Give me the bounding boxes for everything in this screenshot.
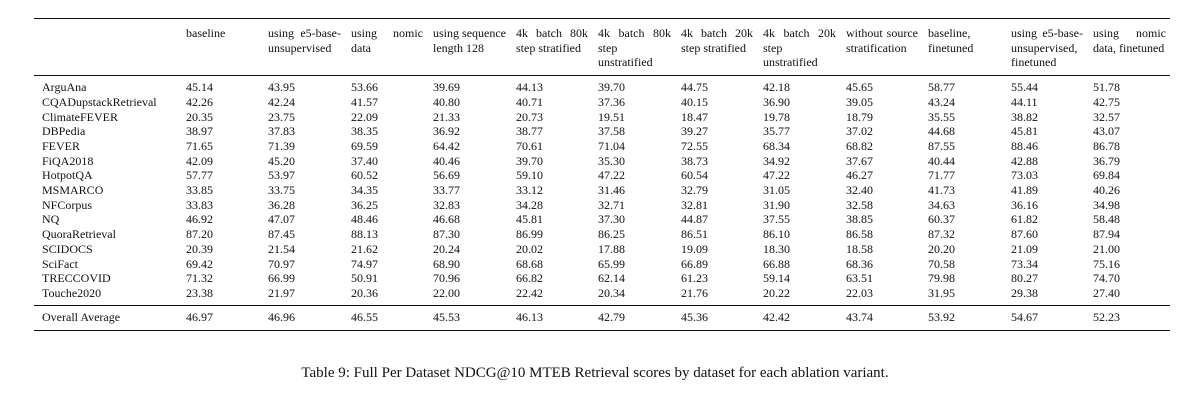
table-row (34, 198, 1170, 213)
table-cell: 34.35 (351, 183, 378, 198)
row-label: SCIDOCS (42, 241, 93, 256)
table-cell: 87.32 (928, 227, 955, 242)
table-cell: 36.92 (433, 124, 460, 139)
table-cell: 33.85 (186, 183, 213, 198)
table-cell: 74.70 (1093, 271, 1120, 286)
table-cell: 69.84 (1093, 168, 1120, 183)
row-label: MSMARCO (42, 183, 104, 198)
table-cell: 37.30 (598, 212, 625, 227)
results-table (34, 18, 1170, 331)
table-cell: 86.25 (598, 227, 625, 242)
row-label: FiQA2018 (42, 153, 94, 168)
column-header: 4k batch 80k step unstratified (592, 19, 675, 76)
table-cell: 46.96 (262, 305, 345, 331)
row-label: QuoraRetrieval (42, 227, 116, 242)
table-cell: 19.51 (598, 109, 625, 124)
table-cell: 22.00 (433, 285, 460, 300)
table-cell: 71.04 (598, 138, 625, 153)
table-cell: 60.52 (351, 168, 378, 183)
table-row (34, 257, 1170, 272)
table-cell: 88.46 (1011, 138, 1038, 153)
table-cell: 17.88 (598, 241, 625, 256)
table-cell: 68.68 (516, 256, 543, 271)
table-cell: 21.33 (433, 109, 460, 124)
table-cell: 70.58 (928, 256, 955, 271)
table-cell: 58.77 (928, 80, 955, 95)
table-cell: 21.00 (1093, 241, 1120, 256)
table-cell: 52.23 (1087, 305, 1170, 331)
table-cell: 61.23 (681, 271, 708, 286)
row-label: CQADupstackRetrieval (42, 94, 157, 109)
table-cell: 20.35 (186, 109, 213, 124)
table-cell: 71.77 (928, 168, 955, 183)
table-cell: 46.97 (180, 305, 262, 331)
table-cell: 32.83 (433, 197, 460, 212)
row-label: FEVER (42, 138, 81, 153)
table-cell: 63.51 (846, 271, 873, 286)
table-cell: 43.95 (268, 80, 295, 95)
table-cell: 40.46 (433, 153, 460, 168)
table-cell: 42.42 (757, 305, 840, 331)
table-cell: 75.16 (1093, 256, 1120, 271)
table-cell: 42.79 (592, 305, 675, 331)
table-cell: 60.37 (928, 212, 955, 227)
table-cell: 37.55 (763, 212, 790, 227)
table-cell: 20.22 (763, 285, 790, 300)
table-cell: 70.96 (433, 271, 460, 286)
table-cell: 34.98 (1093, 197, 1120, 212)
table-caption: Table 9: Full Per Dataset NDCG@10 MTEB Retrieval scores by dataset for each ablation variant. (301, 365, 889, 381)
table-cell: 32.57 (1093, 109, 1120, 124)
table-cell: 21.62 (351, 241, 378, 256)
table-cell: 86.58 (846, 227, 873, 242)
table-cell: 61.82 (1011, 212, 1038, 227)
table-cell: 68.90 (433, 256, 460, 271)
table-cell: 29.38 (1011, 285, 1038, 300)
table-row (34, 95, 1170, 110)
table-cell: 86.51 (681, 227, 708, 242)
table-cell: 43.07 (1093, 124, 1120, 139)
table-cell: 41.89 (1011, 183, 1038, 198)
table-cell: 20.02 (516, 241, 543, 256)
table-cell: 35.30 (598, 153, 625, 168)
table-row (34, 227, 1170, 242)
column-header: 4k batch 80k step stratified (510, 19, 592, 76)
table-cell: 31.90 (763, 197, 790, 212)
table-cell: 41.73 (928, 183, 955, 198)
row-label: HotpotQA (42, 168, 93, 183)
table-cell: 38.85 (846, 212, 873, 227)
table-cell: 20.20 (928, 241, 955, 256)
row-label: Overall Average (34, 305, 180, 331)
table-row (34, 154, 1170, 169)
table-cell: 59.10 (516, 168, 543, 183)
column-header: baseline, finetuned (922, 19, 1005, 76)
table-cell: 34.28 (516, 197, 543, 212)
table-cell: 45.20 (268, 153, 295, 168)
table-cell: 43.74 (840, 305, 922, 331)
table-cell: 39.70 (516, 153, 543, 168)
table-cell: 44.13 (516, 80, 543, 95)
table-cell: 51.78 (1093, 80, 1120, 95)
table-cell: 87.60 (1011, 227, 1038, 242)
column-header: using nomic data, finetuned (1087, 19, 1170, 76)
table-cell: 40.26 (1093, 183, 1120, 198)
table-cell: 40.15 (681, 94, 708, 109)
table-cell: 18.58 (846, 241, 873, 256)
table-row (34, 242, 1170, 257)
table-row (34, 212, 1170, 227)
table-cell: 80.27 (1011, 271, 1038, 286)
table-cell: 22.42 (516, 285, 543, 300)
table-cell: 87.94 (1093, 227, 1120, 242)
table-cell: 18.47 (681, 109, 708, 124)
row-label: Touche2020 (42, 285, 102, 300)
table-cell: 35.77 (763, 124, 790, 139)
table-cell: 54.67 (1005, 305, 1087, 331)
table-cell: 66.82 (516, 271, 543, 286)
table-cell: 69.59 (351, 138, 378, 153)
table-cell: 62.14 (598, 271, 625, 286)
table-cell: 34.63 (928, 197, 955, 212)
table-cell: 70.61 (516, 138, 543, 153)
table-cell: 73.03 (1011, 168, 1038, 183)
row-label: ClimateFEVER (42, 109, 118, 124)
table-cell: 50.91 (351, 271, 378, 286)
table-cell: 87.30 (433, 227, 460, 242)
table-cell: 42.26 (186, 94, 213, 109)
header-row (34, 19, 1170, 76)
table-cell: 35.55 (928, 109, 955, 124)
table-cell: 39.69 (433, 80, 460, 95)
table-cell: 86.99 (516, 227, 543, 242)
table-row (34, 168, 1170, 183)
table-cell: 36.16 (1011, 197, 1038, 212)
table-cell: 44.87 (681, 212, 708, 227)
table-cell: 32.58 (846, 197, 873, 212)
table-cell: 40.44 (928, 153, 955, 168)
row-label: NQ (42, 212, 60, 227)
table-cell: 71.65 (186, 138, 213, 153)
table-cell: 37.67 (846, 153, 873, 168)
table-cell: 56.69 (433, 168, 460, 183)
table-cell: 38.82 (1011, 109, 1038, 124)
table-cell: 45.65 (846, 80, 873, 95)
table-cell: 39.27 (681, 124, 708, 139)
table-cell: 32.79 (681, 183, 708, 198)
column-header: 4k batch 20k step stratified (675, 19, 757, 76)
table-cell: 42.24 (268, 94, 295, 109)
table-cell: 66.99 (268, 271, 295, 286)
table-cell: 37.83 (268, 124, 295, 139)
column-header: 4k batch 20k step unstratified (757, 19, 840, 76)
table-row (34, 124, 1170, 139)
table-cell: 22.09 (351, 109, 378, 124)
table-cell: 53.97 (268, 168, 295, 183)
table-cell: 46.27 (846, 168, 873, 183)
table-cell: 45.36 (675, 305, 757, 331)
table-cell: 64.42 (433, 138, 460, 153)
table-cell: 45.81 (516, 212, 543, 227)
table-cell: 44.11 (1011, 94, 1038, 109)
table-row (34, 271, 1170, 286)
table-cell: 38.77 (516, 124, 543, 139)
table-cell: 23.75 (268, 109, 295, 124)
table-cell: 37.36 (598, 94, 625, 109)
table-cell: 36.79 (1093, 153, 1120, 168)
table-cell: 87.45 (268, 227, 295, 242)
table-cell: 46.68 (433, 212, 460, 227)
table-cell: 20.36 (351, 285, 378, 300)
table-cell: 68.82 (846, 138, 873, 153)
table-cell: 31.05 (763, 183, 790, 198)
table-cell: 71.32 (186, 271, 213, 286)
table-cell: 66.88 (763, 256, 790, 271)
table-cell: 38.35 (351, 124, 378, 139)
table-cell: 18.30 (763, 241, 790, 256)
column-header: baseline (180, 19, 262, 76)
table-cell: 53.92 (922, 305, 1005, 331)
table-cell: 38.73 (681, 153, 708, 168)
row-label: ArguAna (42, 80, 87, 95)
table-cell: 39.05 (846, 94, 873, 109)
table-cell: 27.40 (1093, 285, 1120, 300)
table-cell: 21.09 (1011, 241, 1038, 256)
row-label: DBPedia (42, 124, 86, 139)
table-cell: 18.79 (846, 109, 873, 124)
overall-average-row (34, 305, 1170, 331)
table-cell: 72.55 (681, 138, 708, 153)
table-cell: 44.75 (681, 80, 708, 95)
table-cell: 65.99 (598, 256, 625, 271)
table-row (34, 139, 1170, 154)
table-cell: 45.14 (186, 80, 213, 95)
table-cell: 47.22 (763, 168, 790, 183)
table-cell: 74.97 (351, 256, 378, 271)
column-header: using e5-base-unsupervised (262, 19, 345, 76)
table-cell: 58.48 (1093, 212, 1120, 227)
table-cell: 40.80 (433, 94, 460, 109)
table-header (34, 19, 1170, 76)
table-cell: 21.54 (268, 241, 295, 256)
table-cell: 23.38 (186, 285, 213, 300)
table-cell: 42.18 (763, 80, 790, 95)
table-cell: 69.42 (186, 256, 213, 271)
table-cell: 19.78 (763, 109, 790, 124)
table-cell: 41.57 (351, 94, 378, 109)
row-label: NFCorpus (42, 197, 93, 212)
table-cell: 88.13 (351, 227, 378, 242)
table-cell: 33.75 (268, 183, 295, 198)
table-cell: 79.98 (928, 271, 955, 286)
table-cell: 42.88 (1011, 153, 1038, 168)
table-cell: 32.81 (681, 197, 708, 212)
table-cell: 31.95 (928, 285, 955, 300)
table-cell: 60.54 (681, 168, 708, 183)
table-cell: 68.36 (846, 256, 873, 271)
table-cell: 20.34 (598, 285, 625, 300)
table-cell: 21.76 (681, 285, 708, 300)
table-cell: 71.39 (268, 138, 295, 153)
table-cell: 31.46 (598, 183, 625, 198)
table-cell: 45.81 (1011, 124, 1038, 139)
table-cell: 19.09 (681, 241, 708, 256)
table-cell: 33.83 (186, 197, 213, 212)
table-cell: 53.66 (351, 80, 378, 95)
table-cell: 42.75 (1093, 94, 1120, 109)
table-cell: 36.25 (351, 197, 378, 212)
table-body (34, 76, 1170, 306)
table-cell: 57.77 (186, 168, 213, 183)
table-footer (34, 305, 1170, 331)
table-cell: 46.92 (186, 212, 213, 227)
table-row (34, 110, 1170, 125)
table-cell: 44.68 (928, 124, 955, 139)
table-cell: 46.13 (510, 305, 592, 331)
table-cell: 22.03 (846, 285, 873, 300)
table-cell: 20.24 (433, 241, 460, 256)
column-header: without source stratification (840, 19, 922, 76)
table-cell: 37.40 (351, 153, 378, 168)
table-cell: 36.90 (763, 94, 790, 109)
column-header: using nomic data (345, 19, 427, 76)
row-label: SciFact (42, 256, 78, 271)
table-cell: 32.71 (598, 197, 625, 212)
table-cell: 32.40 (846, 183, 873, 198)
table-cell: 42.09 (186, 153, 213, 168)
table-cell: 36.28 (268, 197, 295, 212)
table-cell: 34.92 (763, 153, 790, 168)
column-header: using e5-base-unsupervised, finetuned (1005, 19, 1087, 76)
table-cell: 73.34 (1011, 256, 1038, 271)
table-cell: 46.55 (345, 305, 427, 331)
table-cell: 70.97 (268, 256, 295, 271)
table-cell: 47.07 (268, 212, 295, 227)
column-header: using sequence length 128 (427, 19, 510, 76)
table-cell: 86.78 (1093, 138, 1120, 153)
table-cell: 40.71 (516, 94, 543, 109)
table-row (34, 286, 1170, 305)
table-row (34, 183, 1170, 198)
table-cell: 45.53 (427, 305, 510, 331)
table-cell: 86.10 (763, 227, 790, 242)
table-cell: 43.24 (928, 94, 955, 109)
table-cell: 68.34 (763, 138, 790, 153)
table-cell: 87.20 (186, 227, 213, 242)
table-cell: 33.77 (433, 183, 460, 198)
table-cell: 21.97 (268, 285, 295, 300)
header-corner (34, 19, 180, 76)
table-cell: 20.73 (516, 109, 543, 124)
table-cell: 37.58 (598, 124, 625, 139)
table-cell: 47.22 (598, 168, 625, 183)
table-cell: 87.55 (928, 138, 955, 153)
table-cell: 33.12 (516, 183, 543, 198)
table-cell: 37.02 (846, 124, 873, 139)
table-cell: 48.46 (351, 212, 378, 227)
table-cell: 66.89 (681, 256, 708, 271)
row-label: TRECCOVID (42, 271, 111, 286)
table-cell: 38.97 (186, 124, 213, 139)
table-cell: 59.14 (763, 271, 790, 286)
table-row (34, 76, 1170, 95)
table-cell: 39.70 (598, 80, 625, 95)
table-cell: 55.44 (1011, 80, 1038, 95)
table-cell: 20.39 (186, 241, 213, 256)
